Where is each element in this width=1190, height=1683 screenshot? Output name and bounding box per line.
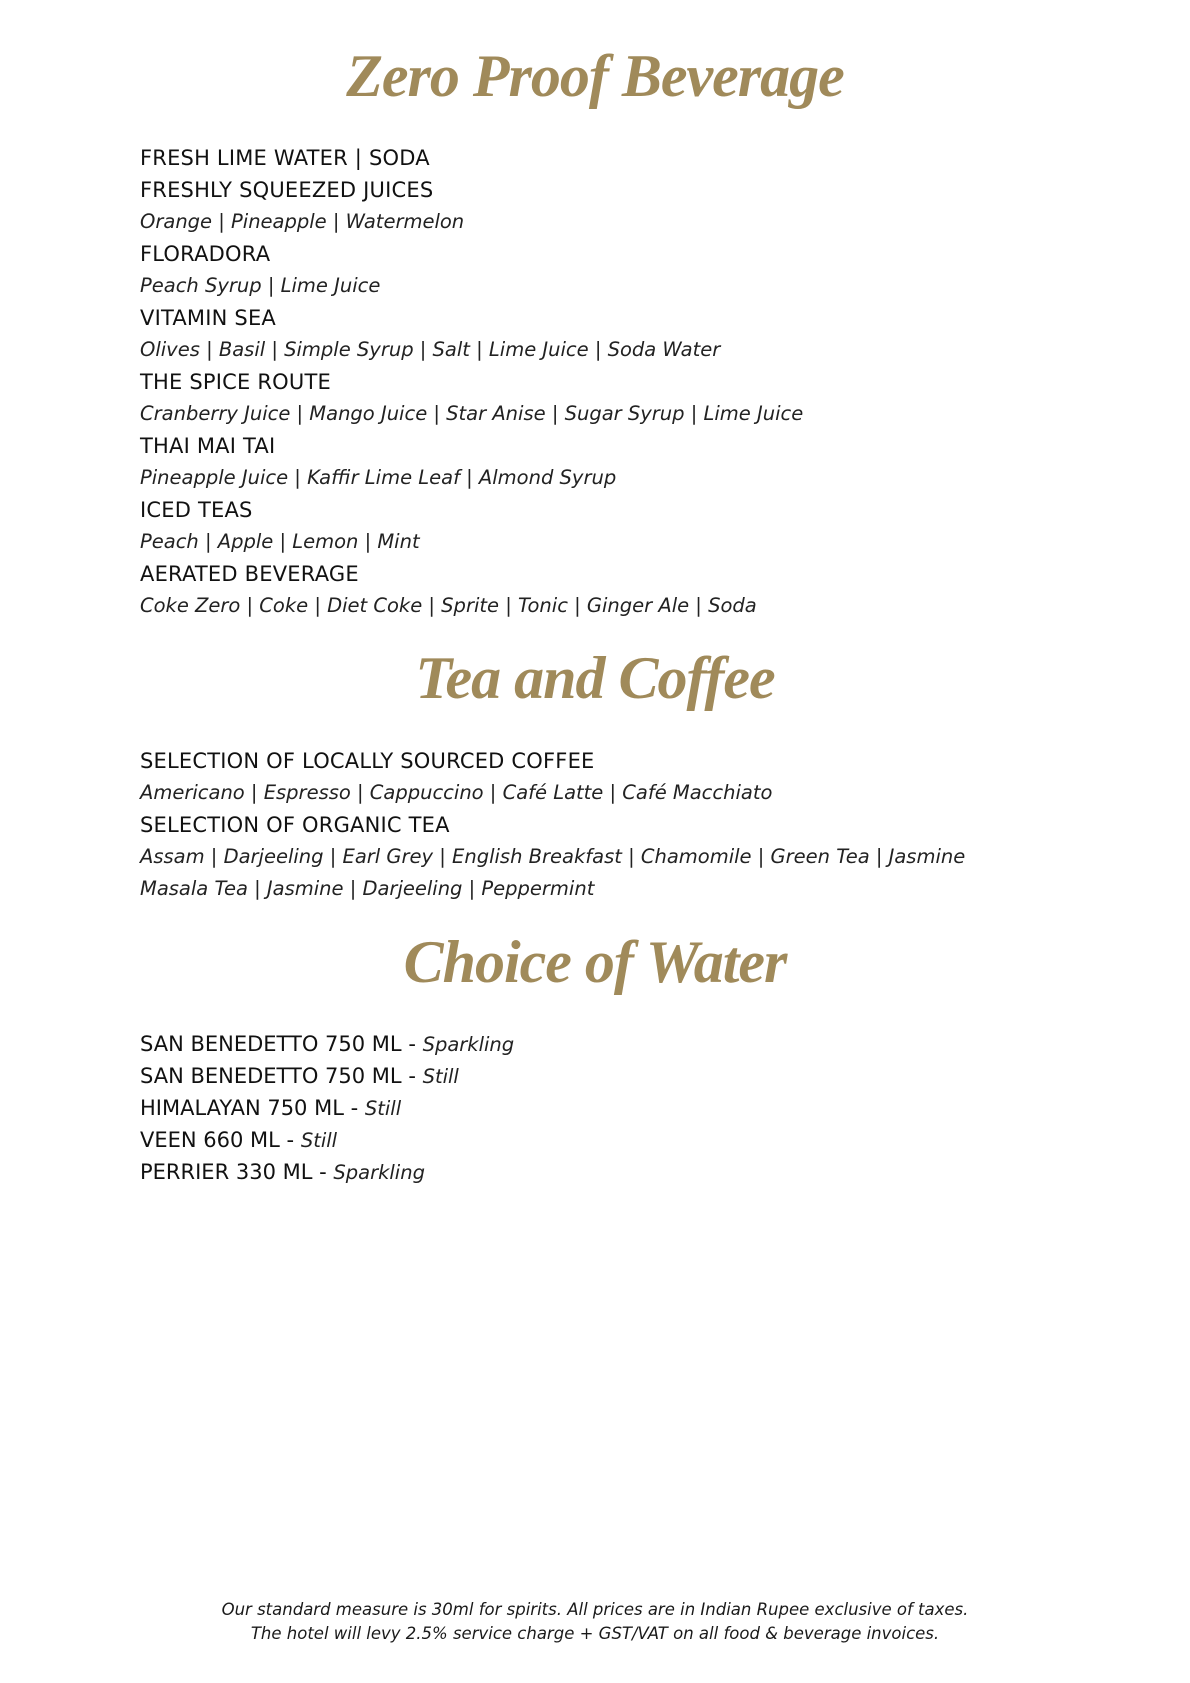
water-name: PERRIER 330 ML (140, 1160, 313, 1184)
item-description: Masala Tea | Jasmine | Darjeeling | Peppermint (140, 877, 595, 900)
water-separator: - (401, 1032, 423, 1056)
item-name: AERATED BEVERAGE (140, 562, 359, 586)
item-name: SELECTION OF ORGANIC TEA (140, 813, 450, 837)
item-name: FRESHLY SQUEEZED JUICES (140, 178, 434, 202)
item-description: Peach Syrup | Lime Juice (140, 274, 381, 297)
water-name: SAN BENEDETTO 750 ML (140, 1032, 402, 1056)
water-type: Still (364, 1097, 402, 1120)
section-title-tea-coffee: Tea and Coffee (415, 645, 775, 711)
item-description: Peach | Apple | Lemon | Mint (140, 530, 420, 553)
item-name: VITAMIN SEA (140, 306, 276, 330)
water-row (140, 1092, 1100, 1124)
item-description: Pineapple Juice | Kaffir Lime Leaf | Almond Syrup (140, 466, 617, 489)
item-description: Cranberry Juice | Mango Juice | Star Anise | Sugar Syrup | Lime Juice (140, 402, 804, 425)
item-name: SELECTION OF LOCALLY SOURCED COFFEE (140, 749, 595, 773)
tea-coffee-list (140, 745, 1100, 905)
water-type: Sparkling (333, 1161, 425, 1184)
water-row (140, 1124, 1100, 1156)
item-name: FRESH LIME WATER | SODA (140, 146, 430, 170)
item-description: Assam | Darjeeling | Earl Grey | English Breakfast | Chamomile | Green Tea | Jasmine (140, 845, 966, 868)
item-name: THAI MAI TAI (140, 434, 276, 458)
item-name: FLORADORA (140, 242, 271, 266)
water-type: Sparkling (422, 1033, 515, 1056)
item-description: Olives | Basil | Simple Syrup | Salt | Lime Juice | Soda Water (140, 338, 721, 361)
item-description: Orange | Pineapple | Watermelon (140, 210, 465, 233)
footer-line-1: Our standard measure is 30ml for spirits. All prices are in Indian Rupee exclusive of taxes. (221, 1600, 969, 1619)
water-name: HIMALAYAN 750 ML (140, 1096, 344, 1120)
section-title-zero-proof: Zero Proof Beverage (346, 43, 844, 109)
water-separator: - (401, 1064, 423, 1088)
item-name: THE SPICE ROUTE (140, 370, 331, 394)
water-separator: - (279, 1128, 301, 1152)
water-row (140, 1028, 1100, 1060)
water-list (140, 1028, 1100, 1188)
water-name: VEEN 660 ML (140, 1128, 280, 1152)
water-row (140, 1156, 1100, 1188)
footer-line-2: The hotel will levy 2.5% service charge + GST/VAT on all food & beverage invoices. (250, 1624, 940, 1643)
zero-proof-list (140, 142, 1100, 622)
water-type: Still (422, 1065, 459, 1088)
item-name: ICED TEAS (140, 498, 253, 522)
water-type: Still (300, 1129, 338, 1152)
water-separator: - (343, 1096, 365, 1120)
water-name: SAN BENEDETTO 750 ML (140, 1064, 402, 1088)
item-description: Americano | Espresso | Cappuccino | Café Latte | Café Macchiato (140, 781, 773, 804)
section-title-water: Choice of Water (403, 929, 787, 995)
water-row (140, 1060, 1100, 1092)
footer-note (0, 1598, 1190, 1646)
item-description: Coke Zero | Coke | Diet Coke | Sprite | Tonic | Ginger Ale | Soda (140, 594, 757, 617)
water-separator: - (312, 1160, 334, 1184)
